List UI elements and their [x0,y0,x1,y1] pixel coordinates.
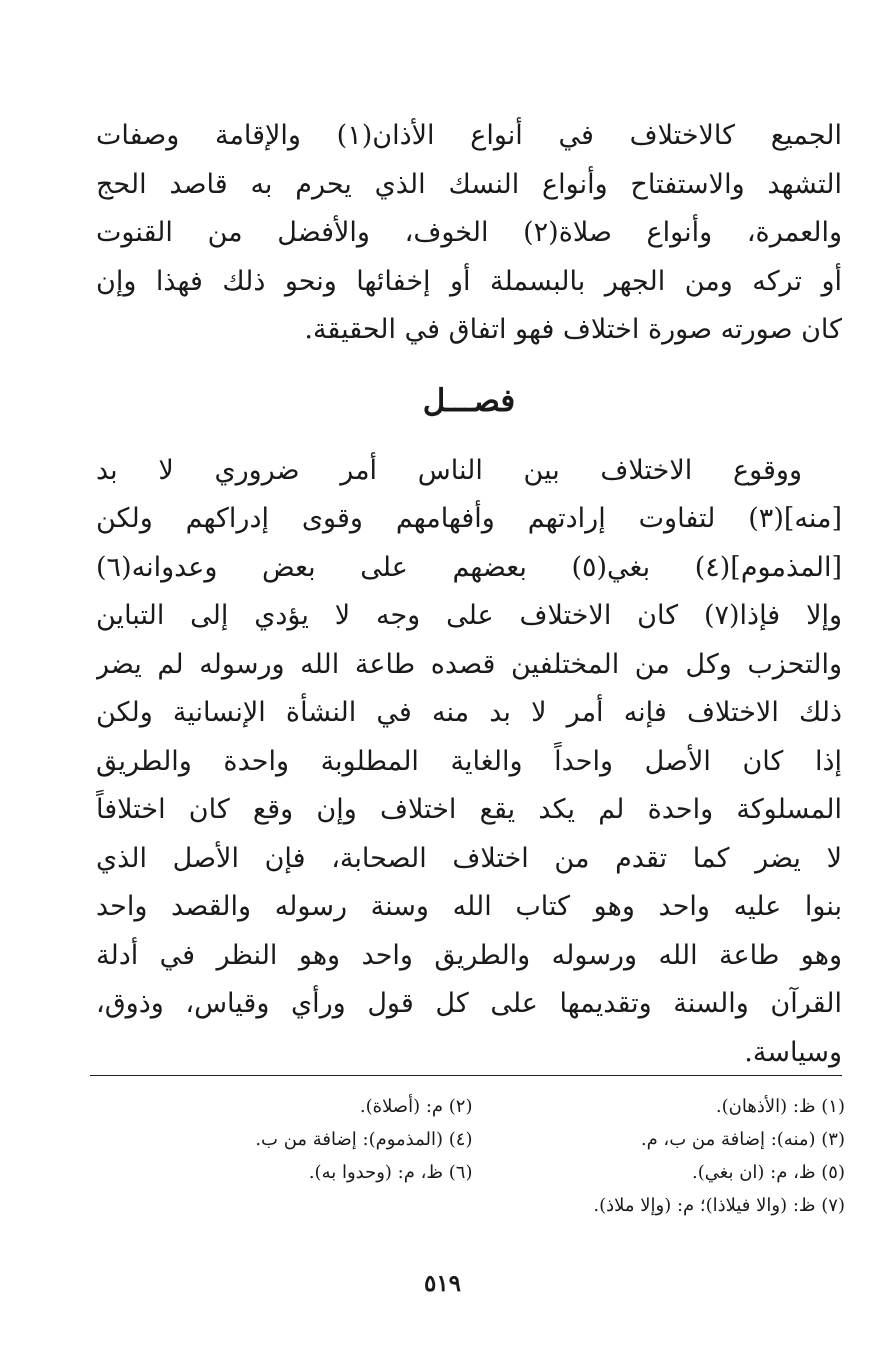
footnote-6: (٦) ظ، م: (وحدوا به). [308,1162,473,1183]
footnote-3: (٣) (منه): إضافة من ب، م. [640,1129,845,1150]
paragraph-2 [96,447,842,1078]
footnote-1: (١) ظ: (الأذهان). [715,1096,845,1117]
footnote-4: (٤) (المذموم): إضافة من ب. [255,1129,473,1150]
footnote-divider [90,1075,842,1076]
main-text [96,112,842,1077]
footnote-row [100,1090,845,1123]
text-line: لا يضر كما تقدم من اختلاف الصحابة، فإن الأصل الذي [96,842,842,874]
section-heading: فصـــل [422,382,516,419]
text-line: وسياسة. [744,1036,842,1068]
paragraph-1 [96,112,842,355]
text-line: إذا كان الأصل واحداً والغاية المطلوبة واحدة والطريق [96,745,842,777]
footnotes [100,1090,845,1222]
footnote-2: (٢) م: (أصلاة). [359,1096,473,1117]
text-line: ذلك الاختلاف فإنه أمر لا بد منه في النشأة الإنسانية ولكن [96,697,842,728]
text-line: الجميع كالاختلاف في أنواع الأذان(١) والإقامة وصفات [96,120,842,151]
text-line: وهو طاعة الله ورسوله والطريق واحد وهو النظر في أدلة [96,939,842,971]
text-line: المسلوكة واحدة لم يكد يقع اختلاف وإن وقع كان اختلافاً [96,794,842,825]
text-line: [منه](٣) لتفاوت إرادتهم وأفهامهم وقوى إدراكهم ولكن [96,503,842,534]
text-line: بنوا عليه واحد وهو كتاب الله وسنة رسوله والقصد واحد [96,891,842,922]
text-line: ووقوع الاختلاف بين الناس أمر ضروري لا بد [96,454,802,486]
text-line: أو تركه ومن الجهر بالبسملة أو إخفائها ونحو ذلك فهذا وإن [96,265,842,297]
text-line: والتحزب وكل من المختلفين قصده طاعة الله ورسوله لم يضر [96,648,842,680]
footnote-row [100,1156,845,1189]
text-line: [المذموم](٤) بغي(٥) بعضهم على بعض وعدوانه(٦) [96,551,842,583]
text-line: كان صورته صورة اختلاف فهو اتفاق في الحقيقة. [304,314,842,345]
text-line: والعمرة، وأنواع صلاة(٢) الخوف، والأفضل من القنوت [96,217,842,248]
text-line: التشهد والاستفتاح وأنواع النسك الذي يحرم به قاصد الحج [96,168,842,200]
text-line: القرآن والسنة وتقديمها على كل قول ورأي وقياس، وذوق، [96,988,842,1019]
footnote-5: (٥) ظ، م: (ان بغي). [692,1162,845,1183]
text-line: وإلا فإذا(٧) كان الاختلاف على وجه لا يؤدي إلى التباين [96,600,842,631]
footnote-7: (٧) ظ: (والا فيلاذا)؛ م: (وإلا ملاذ). [593,1195,845,1216]
page-number: ٥١٩ [423,1270,462,1297]
footnote-row [100,1189,845,1222]
footnote-row [100,1123,845,1156]
